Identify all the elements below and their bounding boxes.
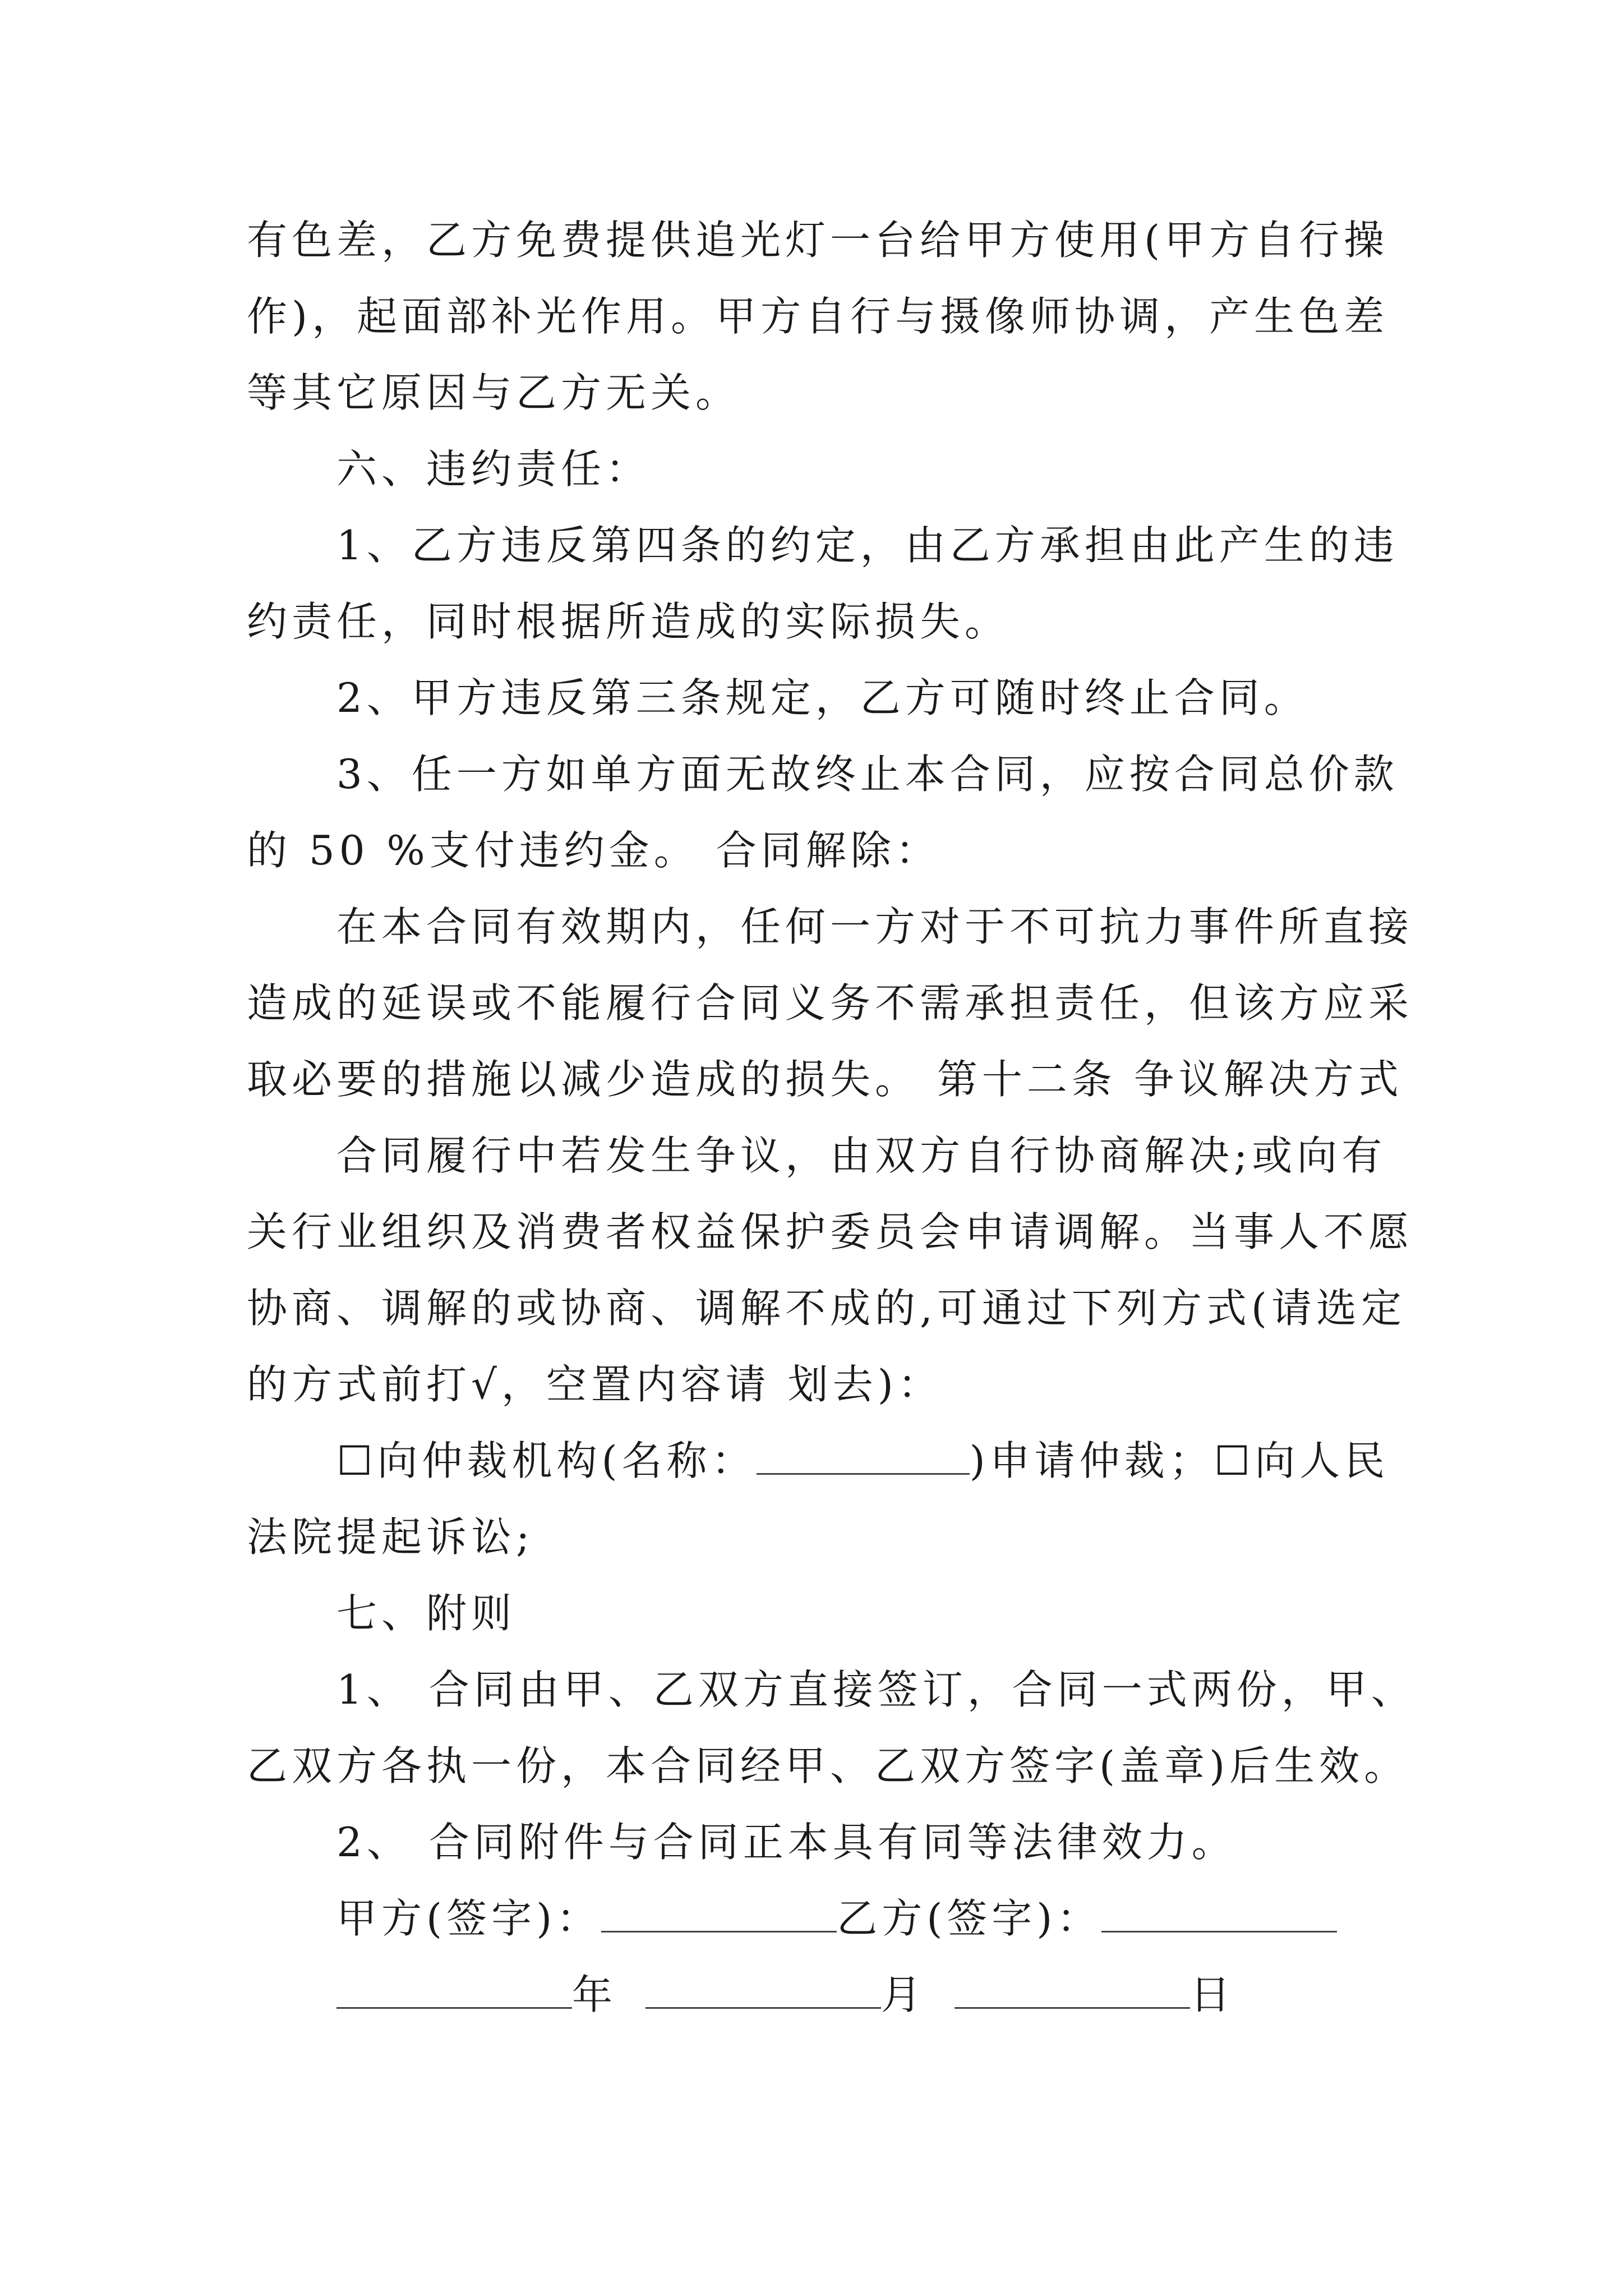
month-blank[interactable] xyxy=(645,1975,881,2009)
party-a-label: 甲方(签字)： xyxy=(336,1895,602,1942)
year-label: 年 xyxy=(572,1971,617,2018)
section-heading-breach: 六、违约责任： xyxy=(336,445,651,493)
day-blank[interactable] xyxy=(955,1975,1190,2009)
arbitration-name-blank[interactable] xyxy=(757,1441,970,1475)
text-line: 在本合同有效期内，任何一方对于不可抗力事件所直接 xyxy=(336,903,1414,950)
day-label: 日 xyxy=(1189,1971,1235,2018)
year-blank[interactable] xyxy=(336,1975,572,2009)
text-line: 3、任一方如单方面无故终止本合同，应按合同总价款 xyxy=(336,751,1399,798)
text-line: 协商、调解的或协商、调解不成的,可通过下列方式(请选定 xyxy=(247,1285,1406,1332)
arbitration-text-1: ☐向仲裁机构(名称： xyxy=(336,1437,757,1484)
text-line: 的方式前打√，空置内容请 划去)： xyxy=(247,1361,943,1408)
signature-row xyxy=(247,1880,1391,1957)
text-line: 约责任，同时根据所造成的实际损失。 xyxy=(247,598,1010,645)
arbitration-text-2: )申请仲裁；☐向人民 xyxy=(969,1437,1390,1484)
month-label: 月 xyxy=(880,1971,926,2018)
text-line: 法院提起诉讼; xyxy=(247,1513,534,1561)
text-line: 乙双方各执一份，本合同经甲、乙双方签字(盖章)后生效。 xyxy=(247,1742,1409,1789)
text-line: 1、 合同由甲、乙双方直接签订，合同一式两份，甲、 xyxy=(336,1666,1416,1713)
text-line: 造成的延误或不能履行合同义务不需承担责任，但该方应采 xyxy=(247,979,1414,1027)
contract-body xyxy=(247,202,1416,2033)
text-line: 的 50 %支付违约金。 合同解除： xyxy=(247,827,940,874)
text-line: 有色差，乙方免费提供追光灯一台给甲方使用(甲方自行操 xyxy=(247,217,1389,264)
section-heading-appendix: 七、附则 xyxy=(336,1590,517,1637)
text-line: 等其它原因与乙方无关。 xyxy=(247,369,741,416)
text-line: 作)，起面部补光作用。甲方自行与摄像师协调，产生色差 xyxy=(247,293,1389,340)
party-b-label: 乙方(签字)： xyxy=(837,1895,1102,1942)
date-row xyxy=(247,1957,1391,2033)
text-line: 2、 合同附件与合同正本具有同等法律效力。 xyxy=(336,1819,1237,1866)
party-b-signature-blank[interactable] xyxy=(1101,1898,1337,1932)
text-line: 关行业组织及消费者权益保护委员会申请调解。当事人不愿 xyxy=(247,1208,1414,1255)
text-line: 合同履行中若发生争议，由双方自行协商解决;或向有 xyxy=(336,1132,1387,1179)
party-a-signature-blank[interactable] xyxy=(601,1898,837,1932)
text-line: 1、乙方违反第四条的约定，由乙方承担由此产生的违 xyxy=(336,522,1399,569)
text-line: 2、甲方违反第三条规定，乙方可随时终止合同。 xyxy=(336,674,1309,721)
text-line: 取必要的措施以减少造成的损失。 第十二条 争议解决方式 xyxy=(247,1056,1403,1103)
arbitration-option-line xyxy=(247,1423,1391,1499)
